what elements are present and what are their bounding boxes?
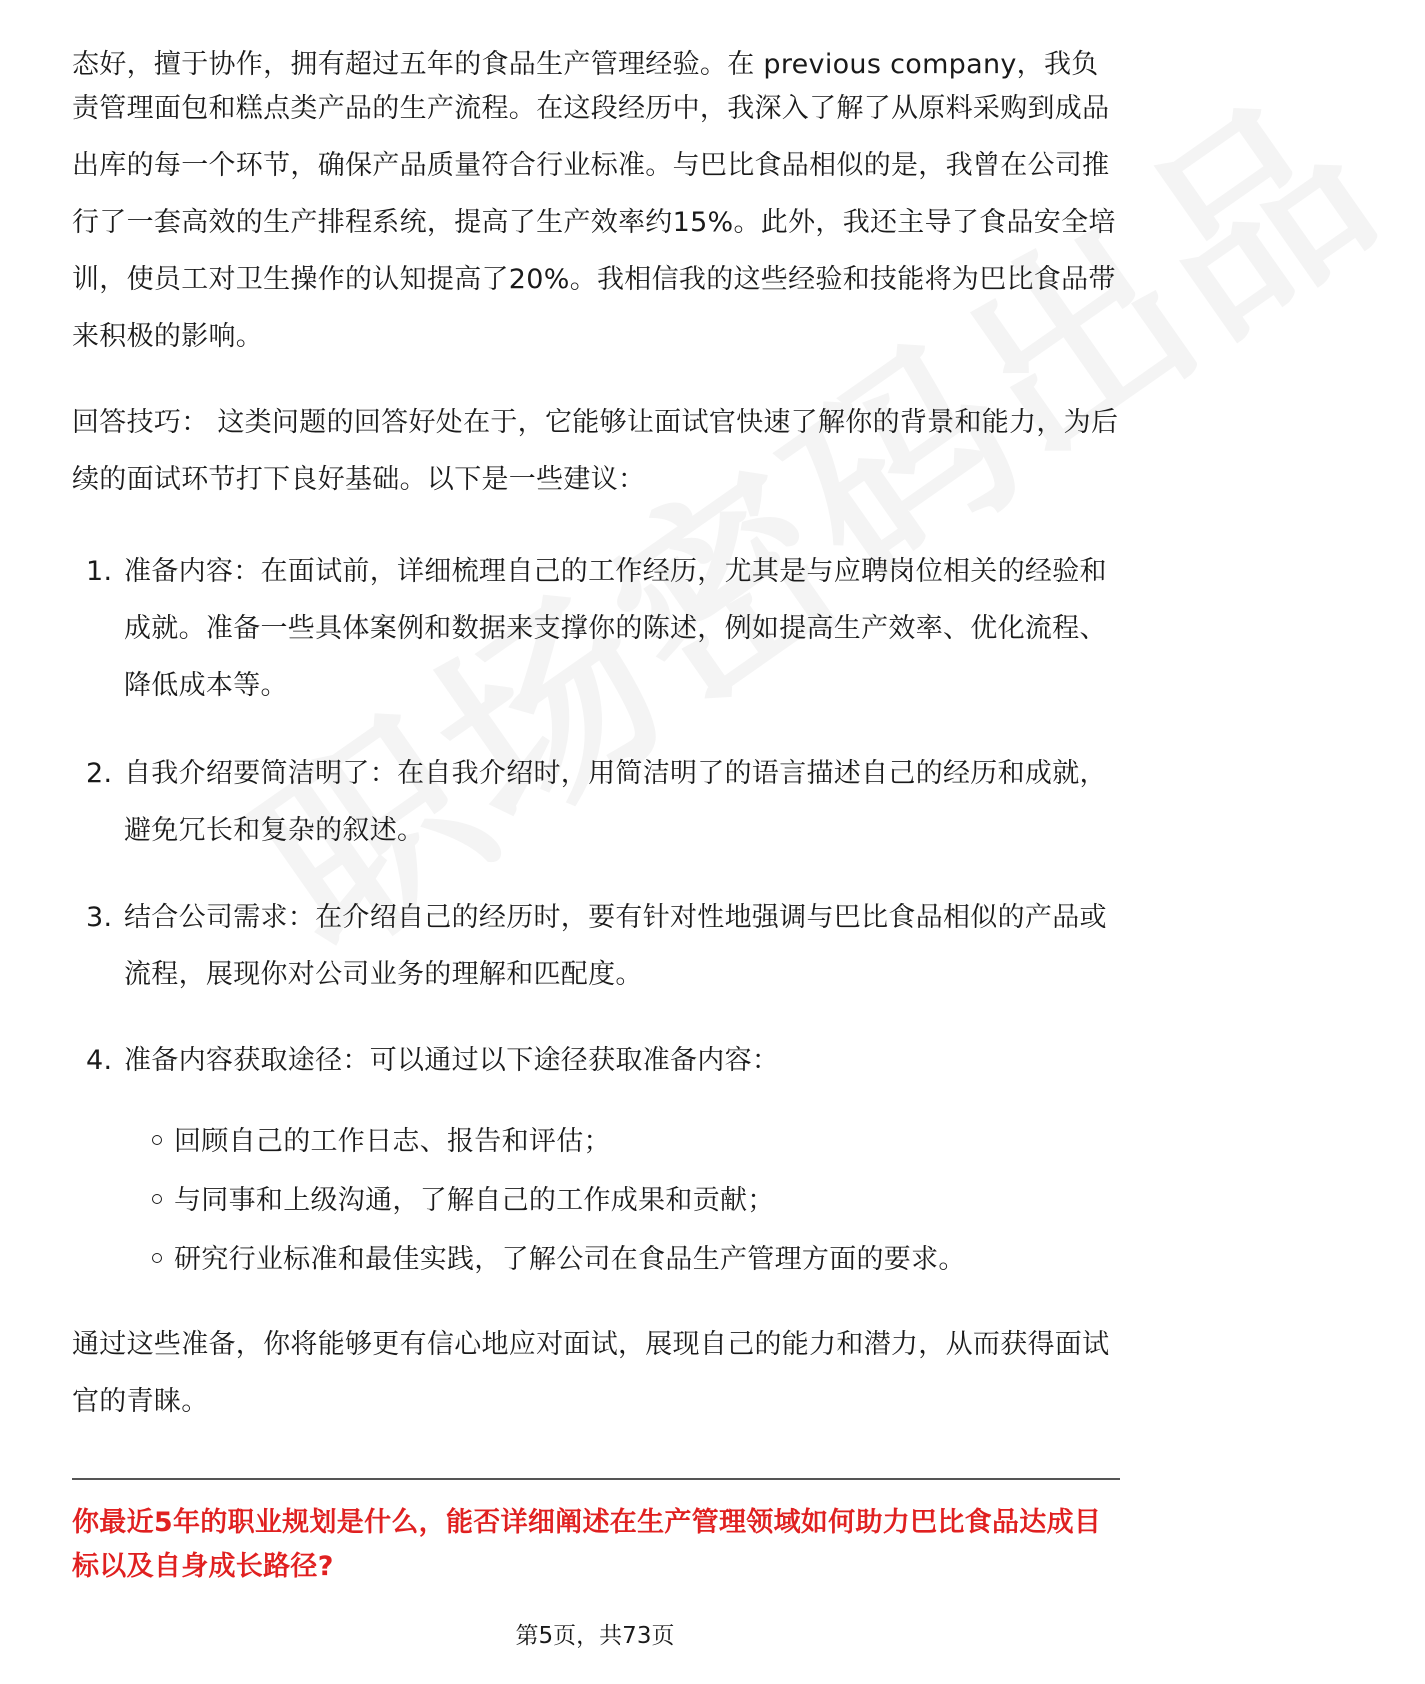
list-item xyxy=(72,1032,1124,1089)
list-number: 1. xyxy=(86,556,113,587)
circle-bullet-icon xyxy=(152,1194,162,1204)
list-text: 自我介绍要简洁明了：在自我介绍时，用简洁明了的语言描述自己的经历和成就，避免冗长和复杂的叙述。 xyxy=(124,758,1107,846)
next-question-heading: 你最近5年的职业规划是什么，能否详细阐述在生产管理领域如何助力巴比食品达成目标以及自身成长路径? xyxy=(72,1507,1102,1582)
answer-paragraph: 责管理面包和糕点类产品的生产流程。在这段经历中，我深入了解了从原料采购到成品出库的每一个环节，确保产品质量符合行业标准。与巴比食品相似的是，我曾在公司推行了一套高效的生产排程系统，提高了生产效率约15%。此外，我还主导了食品安全培训，使员工对卫生操作的认知提高了20%。我相信我的这些经验和技能将为巴比食品带来积极的影响。 xyxy=(72,93,1116,352)
cutoff-text-line: 态好，擅于协作，拥有超过五年的食品生产管理经验。在 previous company，我负 xyxy=(72,49,1099,80)
list-item xyxy=(72,745,1124,859)
list-text: 结合公司需求：在介绍自己的经历时，要有针对性地强调与巴比食品相似的产品或流程，展现你对公司业务的理解和匹配度。 xyxy=(124,902,1107,990)
list-item xyxy=(72,889,1124,1003)
list-item xyxy=(72,543,1124,714)
list-number: 2. xyxy=(86,758,113,789)
circle-bullet-icon xyxy=(152,1135,162,1145)
list-number: 3. xyxy=(86,902,113,933)
list-number: 4. xyxy=(86,1045,113,1076)
circle-bullet-icon xyxy=(152,1253,162,1263)
list-text: 准备内容获取途径：可以通过以下途径获取准备内容： xyxy=(124,1045,780,1076)
page-number: 第5页，共73页 xyxy=(515,1623,675,1649)
sub-list-item: 与同事和上级沟通，了解自己的工作成果和贡献； xyxy=(152,1172,775,1229)
tips-intro-paragraph: 回答技巧： 这类问题的回答好处在于，它能够让面试官快速了解你的背景和能力，为后续的面试环节打下良好基础。以下是一些建议： xyxy=(72,407,1119,495)
section-divider xyxy=(72,1478,1120,1480)
sub-list-item: 回顾自己的工作日志、报告和评估； xyxy=(152,1113,611,1170)
list-text: 准备内容：在面试前，详细梳理自己的工作经历，尤其是与应聘岗位相关的经验和成就。准备一些具体案例和数据来支撑你的陈述，例如提高生产效率、优化流程、降低成本等。 xyxy=(124,556,1107,701)
closing-paragraph: 通过这些准备，你将能够更有信心地应对面试，展现自己的能力和潜力，从而获得面试官的青睐。 xyxy=(72,1329,1110,1417)
sub-list-item: 研究行业标准和最佳实践，了解公司在食品生产管理方面的要求。 xyxy=(152,1231,966,1288)
